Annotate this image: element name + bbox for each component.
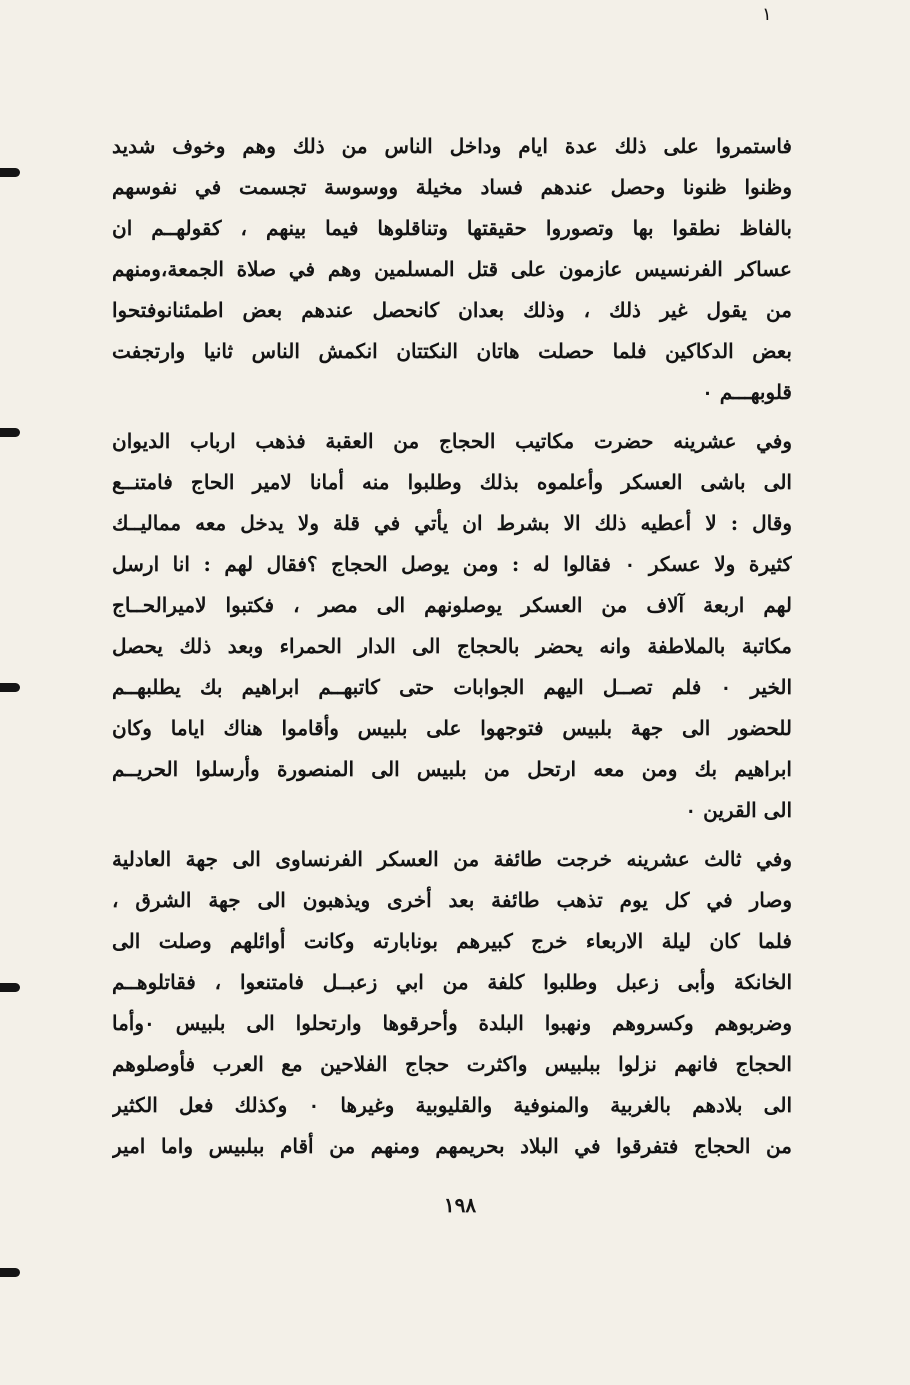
text-line: للحضور الى جهة بلبيس فتوجهوا على بلبيس وأقاموا هناك اياما وكان	[112, 716, 792, 740]
text-line: وفي ثالث عشرينه خرجت طائفة من العسكر الفرنساوى الى جهة العادلية	[112, 847, 792, 871]
text-line: من يقول غير ذلك ، وذلك بعدان كانحصل عندهم بعض اطمئنانوفتحوا	[112, 298, 792, 322]
text-line: من الحجاج فتفرقوا في البلاد بحريمهم ومنهم من أقام ببلبيس واما امير	[112, 1134, 792, 1158]
margin-mark	[0, 983, 20, 992]
margin-mark	[0, 1268, 20, 1277]
text-line: وظنوا ظنونا وحصل عندهم فساد مخيلة ووسوسة تجسمت في نفوسهم	[112, 175, 792, 199]
paragraph-gap	[112, 413, 792, 421]
text-line: بعض الدكاكين فلما حصلت هاتان النكتتان انكمش الناس ثانيا وارتجفت	[112, 339, 792, 363]
text-line: الى باشى العسكر وأعلموه بذلك وطلبوا منه أمانا لامير الحاج فامتنــع	[112, 470, 792, 494]
paragraph	[112, 421, 792, 831]
text-line: وضربوهم وكسروهم ونهبوا البلدة وأحرقوها وارتحلوا الى بلبيس ٠وأما	[112, 1011, 792, 1035]
text-line: كثيرة ولا عسكر ٠ فقالوا له : ومن يوصل الحجاج ؟فقال لهم : انا ارسل	[112, 552, 792, 576]
paragraph	[112, 126, 792, 413]
text-line: لهم اربعة آلاف من العسكر يوصلونهم الى مصر ، فكتبوا لاميرالحــاج	[112, 593, 792, 617]
margin-mark	[0, 428, 20, 437]
text-line: الحجاج فانهم نزلوا ببلبيس واكثرت حجاج الفلاحين مع العرب فأوصلوهم	[112, 1052, 792, 1076]
text-line: عساكر الفرنسيس عازمون على قتل المسلمين وهم في صلاة الجمعة،ومنهم	[112, 257, 792, 281]
body-text	[112, 126, 792, 1167]
corner-mark: ١	[762, 4, 772, 25]
text-line: فلما كان ليلة الاربعاء خرج كبيرهم بونابارته وكانت أوائلهم وصلت الى	[112, 929, 792, 953]
text-line: قلوبهـــم ٠	[702, 380, 792, 404]
text-line: الى بلادهم بالغربية والمنوفية والقليوبية وغيرها ٠ وكذلك فعل الكثير	[112, 1093, 792, 1117]
text-line: الخير ٠ فلم تصــل اليهم الجوابات حتى كاتبهــم ابراهيم بك يطلبهــم	[112, 675, 792, 699]
text-line: مكاتبة بالملاطفة وانه يحضر بالحجاج الى الدار الحمراء وبعد ذلك يحصل	[112, 634, 792, 658]
text-line: وقال : لا أعطيه ذلك الا بشرط ان يأتي في قلة ولا يدخل معه مماليــك	[112, 511, 792, 535]
text-line: وفي عشرينه حضرت مكاتيب الحجاج من العقبة فذهب ارباب الديوان	[112, 429, 792, 453]
text-line: بالفاظ نطقوا بها وتصوروا حقيقتها وتناقلوها فيما بينهم ، كقولهــم ان	[112, 216, 792, 240]
margin-mark	[0, 683, 20, 692]
text-line: فاستمروا على ذلك عدة ايام وداخل الناس من ذلك وهم وخوف شديد	[112, 134, 792, 158]
text-line: ابراهيم بك ومن معه ارتحل من بلبيس الى المنصورة وأرسلوا الحريــم	[112, 757, 792, 781]
text-line: الخانكة وأبى زعبل وطلبوا كلفة من ابي زعبــل فامتنعوا ، فقاتلوهــم	[112, 970, 792, 994]
margin-mark	[0, 168, 20, 177]
text-line: الى القرين ٠	[685, 798, 792, 822]
paragraph	[112, 839, 792, 1167]
paragraph-gap	[112, 831, 792, 839]
page-number: ١٩٨	[443, 1193, 477, 1217]
text-line: وصار في كل يوم تذهب طائفة بعد أخرى ويذهبون الى جهة الشرق ،	[112, 888, 792, 912]
